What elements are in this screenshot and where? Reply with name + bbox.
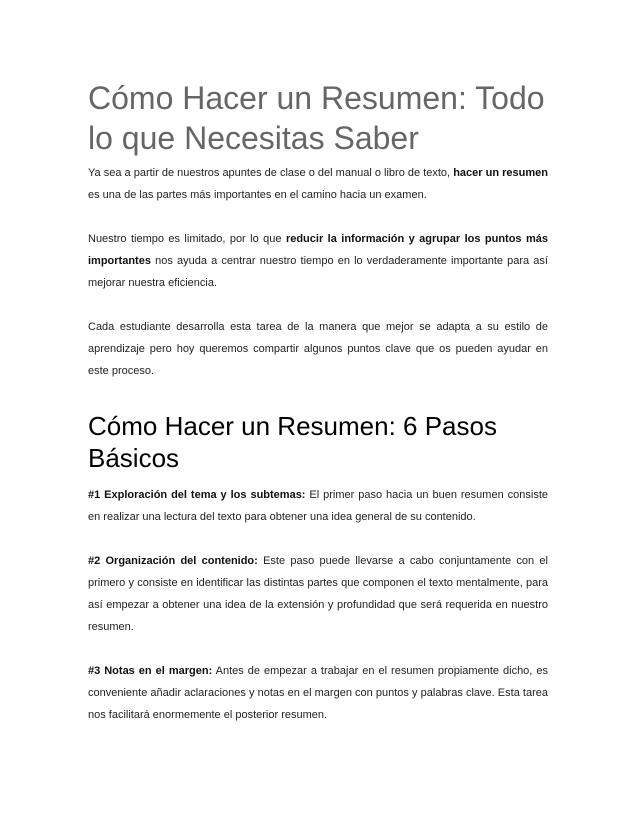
step-1-title: #1 Exploración del tema y los subtemas: xyxy=(88,489,306,501)
intro-2-bold: reducir la información y agrupar los puntos más importantes xyxy=(88,233,548,267)
intro-paragraph-1 xyxy=(88,162,548,206)
intro-3-pre: Cada estudiante desarrolla esta tarea de la manera que mejor se adapta a su estilo de aprendizaje pero hoy queremos compartir algunos puntos clave que os pueden ayudar en este proceso. xyxy=(88,321,548,377)
intro-paragraph-2 xyxy=(88,228,548,294)
intro-1-pre: Ya sea a partir de nuestros apuntes de clase o del manual o libro de texto, xyxy=(88,167,454,179)
step-paragraph-3 xyxy=(88,660,548,726)
step-2-text: Este paso puede llevarse a cabo conjuntamente con el primero y consiste en identificar las distintas partes que componen el texto mentalmente, para así empezar a obtener una idea de la extensión y profundidad que será requerida en nuestro resumen. xyxy=(88,555,548,633)
intro-1-post: es una de las partes más importantes en el camino hacia un examen. xyxy=(88,189,427,201)
step-2-title: #2 Organización del contenido: xyxy=(88,555,258,567)
intro-paragraph-3 xyxy=(88,316,548,382)
intro-2-post: nos ayuda a centrar nuestro tiempo en lo verdaderamente importante para así mejorar nuestra eficiencia. xyxy=(88,255,548,289)
step-3-text: Antes de empezar a trabajar en el resumen propiamente dicho, es conveniente añadir aclaraciones y notas en el margen con puntos y palabras clave. Esta tarea nos facilitará enormemente el posterior resumen. xyxy=(88,665,548,721)
intro-2-pre: Nuestro tiempo es limitado, por lo que xyxy=(88,233,286,245)
page-title: Cómo Hacer un Resumen: Todo lo que Necesitas Saber xyxy=(88,80,545,156)
step-1-text: El primer paso hacia un buen resumen consiste en realizar una lectura del texto para obtener una idea general de su contenido. xyxy=(88,489,548,523)
intro-1-bold: hacer un resumen xyxy=(453,167,548,179)
section-heading: Cómo Hacer un Resumen: 6 Pasos Básicos xyxy=(88,411,497,473)
document-page xyxy=(88,78,548,726)
step-paragraph-1 xyxy=(88,484,548,528)
step-paragraph-2 xyxy=(88,550,548,638)
step-3-title: #3 Notas en el margen: xyxy=(88,665,213,677)
